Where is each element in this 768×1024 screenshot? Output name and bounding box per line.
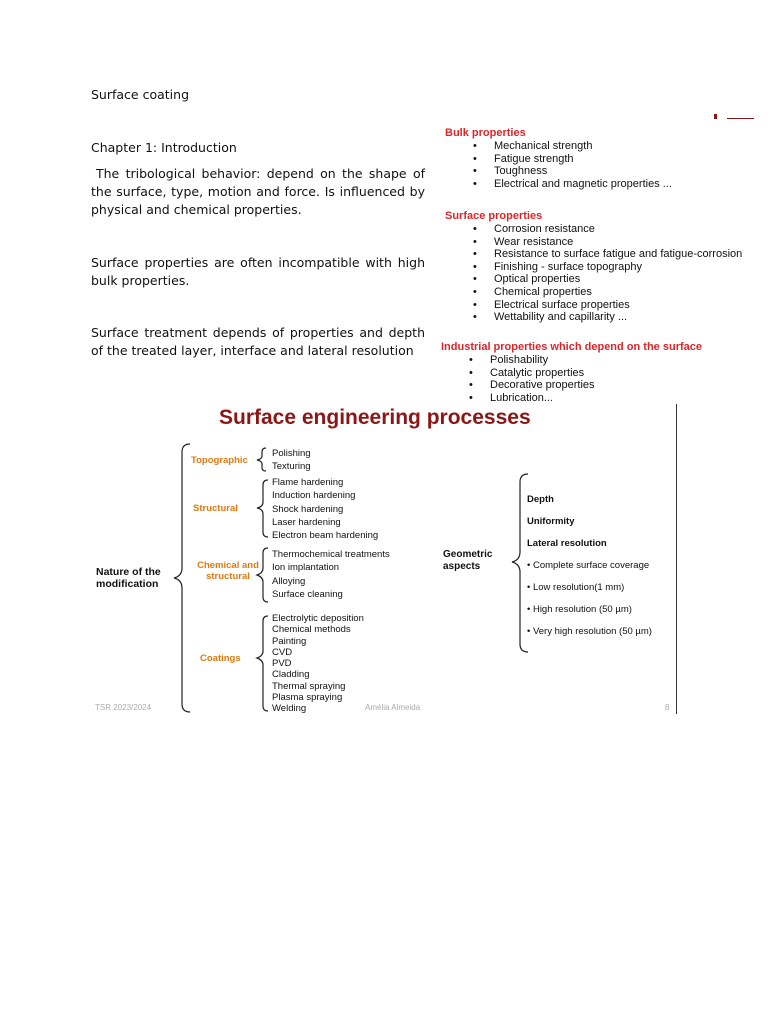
list-item: Laser hardening [272, 516, 341, 528]
list-item: • Corrosion resistance [494, 223, 764, 236]
list-item: • Low resolution(1 mm) [527, 582, 625, 593]
list-item: • Polishability [490, 354, 595, 367]
list-item: Ion implantation [272, 562, 340, 574]
industrial-properties-heading: Industrial properties which depend on the surface [441, 341, 702, 353]
coatings-items [272, 613, 364, 715]
list-item: Texturing [272, 461, 311, 473]
list-item: • Resistance to surface fatigue and fatigue-corrosion [494, 248, 764, 261]
list-item: Thermal spraying [272, 680, 346, 692]
structural-brace [257, 480, 268, 537]
processes-slide [90, 400, 680, 716]
category-structural: Structural [193, 503, 238, 514]
list-item: • High resolution (50 µm) [527, 604, 632, 615]
list-item: • Complete surface coverage [527, 560, 650, 571]
list-item: • Decorative properties [490, 379, 595, 392]
geo-heading: Uniformity [527, 516, 575, 527]
list-item: • Lubrication... [490, 392, 595, 405]
surface-properties-heading: Surface properties [445, 210, 543, 222]
geometric-brace [512, 474, 528, 652]
list-item: Chemical methods [272, 624, 351, 636]
list-item: • Optical properties [494, 273, 764, 286]
bulk-properties-heading: Bulk properties [445, 127, 526, 139]
list-item: • Catalytic properties [490, 367, 595, 380]
list-item: Electron beam hardening [272, 530, 379, 542]
list-item: Induction hardening [272, 490, 356, 502]
list-item: • Mechanical strength [494, 140, 672, 153]
list-item: Surface cleaning [272, 588, 343, 600]
footer-page-number: 8 [665, 703, 670, 712]
geo-heading: Depth [527, 494, 554, 505]
footer-left: TSR 2023/2024 [95, 703, 152, 712]
surface-properties-list [494, 223, 764, 324]
list-item: Alloying [272, 575, 306, 587]
list-item: • Electrical and magnetic properties ... [494, 178, 672, 191]
list-item: Cladding [272, 669, 310, 681]
list-item: • Electrical surface properties [494, 299, 764, 312]
geo-lateral-resolution [527, 538, 607, 549]
list-item: Welding [272, 703, 307, 715]
footer-center: Amélia Almeida [365, 703, 421, 712]
list-item: Plasma spraying [272, 692, 343, 704]
industrial-properties-list [490, 354, 595, 404]
slide-corner-line [727, 118, 754, 119]
structural-items [272, 477, 378, 543]
document-title: Surface coating [91, 87, 190, 102]
slide-corner-mark [714, 114, 717, 119]
category-chemical-structural: Chemical and structural [197, 560, 259, 582]
bulk-properties-list [494, 140, 672, 190]
category-coatings: Coatings [200, 653, 241, 664]
list-item: • Toughness [494, 165, 672, 178]
root-label: Nature of the modification [96, 566, 161, 590]
list-item: CVD [272, 646, 293, 658]
list-item: Painting [272, 635, 307, 647]
list-item: • Wear resistance [494, 236, 764, 249]
topographic-brace [257, 448, 266, 471]
chapter-heading: Chapter 1: Introduction [91, 140, 237, 155]
root-brace [174, 444, 190, 712]
list-item: • Wettability and capillarity ... [494, 311, 764, 324]
list-item: • Very high resolution (50 µm) [527, 626, 652, 637]
list-item: • Chemical properties [494, 286, 764, 299]
list-item: Polishing [272, 448, 311, 459]
paragraph-surface-properties: Surface properties are often incompatible with high bulk properties. [91, 255, 425, 288]
list-item: Shock hardening [272, 503, 344, 515]
processes-title: Surface engineering processes [219, 406, 531, 429]
geo-depth [527, 494, 554, 505]
geo-uniformity [527, 516, 575, 527]
topographic-items [272, 448, 311, 475]
coatings-brace [257, 616, 268, 711]
list-item: Flame hardening [272, 477, 344, 488]
paragraph-tribological: The tribological behavior: depend on the shape of the surface, type, motion and force. Is influenced by physical and chemical properties. [91, 166, 425, 217]
list-item: Electrolytic deposition [272, 613, 364, 624]
category-topographic: Topographic [191, 455, 248, 466]
list-item: PVD [272, 658, 292, 670]
list-item: • Finishing - surface topography [494, 261, 764, 274]
list-item: • Fatigue strength [494, 153, 672, 166]
paragraph-surface-treatment: Surface treatment depends of properties and depth of the treated layer, interface and lateral resolution [91, 325, 425, 358]
chemical-items [272, 549, 390, 602]
geometric-label: Geometric aspects [443, 549, 493, 572]
list-item: Thermochemical treatments [272, 549, 390, 560]
geo-heading: Lateral resolution [527, 538, 607, 549]
